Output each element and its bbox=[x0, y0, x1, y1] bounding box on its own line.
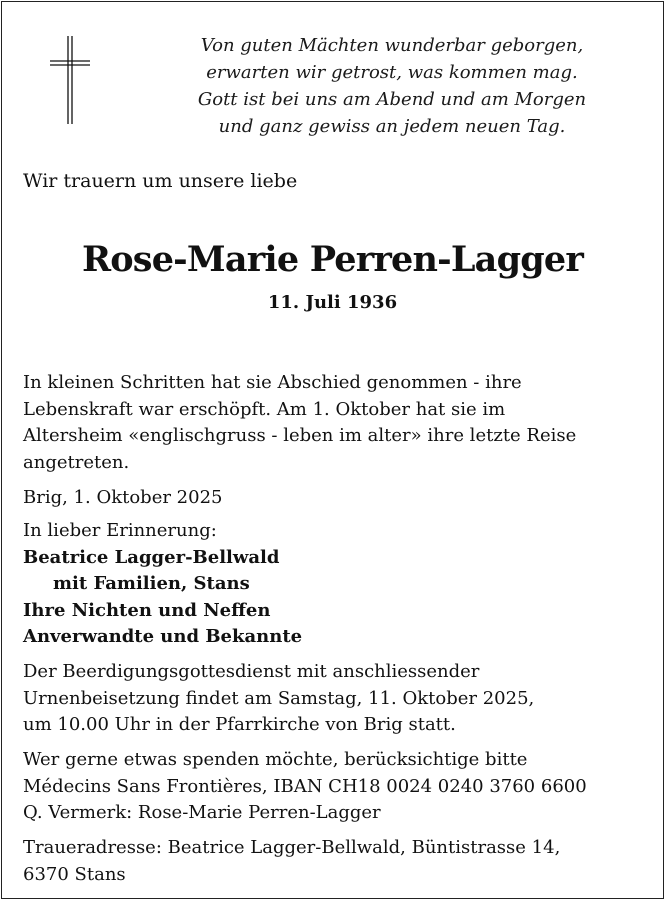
deceased-name: Rose-Marie Perren-Lagger bbox=[81, 239, 584, 280]
birth-date: 11. Juli 1936 bbox=[267, 292, 398, 313]
mourners-section bbox=[23, 518, 643, 651]
donation-line: Wer gerne etwas spenden möchte, berücksichtige bitte bbox=[23, 749, 528, 770]
address-line: 6370 Stans bbox=[23, 863, 126, 885]
donation-line: Médecins Sans Frontières, IBAN CH18 0024 0240 3760 6600 bbox=[23, 775, 587, 797]
mourner-entry: mit Familien, Stans bbox=[53, 573, 250, 594]
poem-line: erwarten wir getrost, was kommen mag. bbox=[206, 62, 578, 83]
poem-line: Von guten Mächten wunderbar geborgen, bbox=[200, 35, 584, 56]
funeral-line: Urnenbeisetzung findet am Samstag, 11. Oktober 2025, bbox=[23, 687, 535, 709]
farewell-line: angetreten. bbox=[23, 451, 130, 473]
farewell-paragraph bbox=[23, 370, 643, 476]
address-line: Traueradresse: Beatrice Lagger-Bellwald, Büntistrasse 14, bbox=[23, 837, 561, 858]
farewell-line: In kleinen Schritten hat sie Abschied genommen - ihre bbox=[23, 372, 522, 393]
mourner-entry: Ihre Nichten und Neffen bbox=[23, 599, 271, 621]
donation-paragraph bbox=[23, 747, 643, 827]
funeral-line: Der Beerdigungsgottesdienst mit anschliessender bbox=[23, 661, 480, 682]
funeral-line: um 10.00 Uhr in der Pfarrkirche von Brig statt. bbox=[23, 714, 456, 735]
place-date-text: Brig, 1. Oktober 2025 bbox=[23, 487, 223, 508]
farewell-line: Lebenskraft war erschöpft. Am 1. Oktober hat sie im bbox=[23, 398, 506, 420]
address-paragraph bbox=[23, 835, 643, 888]
poem-line: Gott ist bei uns am Abend und am Morgen bbox=[197, 89, 587, 110]
mourners-heading: In lieber Erinnerung: bbox=[23, 520, 217, 541]
farewell-line: Altersheim «englischgruss - leben im alter» ihre letzte Reise bbox=[23, 425, 577, 446]
intro-text: Wir trauern um unsere liebe bbox=[23, 170, 298, 192]
poem bbox=[180, 32, 604, 140]
funeral-paragraph bbox=[23, 659, 643, 739]
cross-icon bbox=[50, 36, 90, 124]
mourner-entry: Beatrice Lagger-Bellwald bbox=[23, 546, 280, 568]
place-date bbox=[23, 485, 643, 512]
poem-line: und ganz gewiss an jedem neuen Tag. bbox=[218, 116, 566, 137]
donation-line: Q. Vermerk: Rose-Marie Perren-Lagger bbox=[23, 802, 381, 823]
mourner-entry: Anverwandte und Bekannte bbox=[23, 626, 303, 647]
